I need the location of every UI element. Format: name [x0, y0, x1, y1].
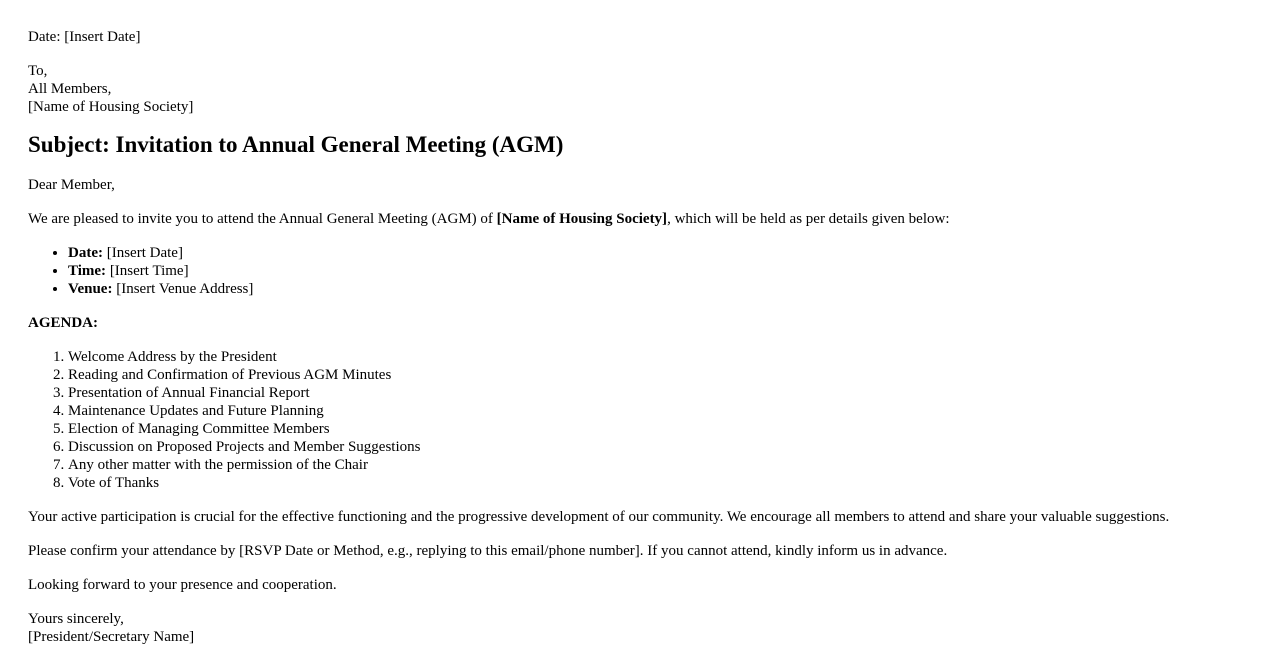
date-line: Date: [Insert Date] — [28, 29, 141, 45]
detail-label: Venue: — [68, 281, 113, 297]
letter-document — [28, 28, 1268, 662]
subject-heading: Subject: Invitation to Annual General Meeting (AGM) — [28, 132, 564, 157]
agenda-item: 7. Any other matter with the permission of the Chair — [68, 456, 1268, 474]
agenda-item: 6. Discussion on Proposed Projects and Member Suggestions — [68, 438, 1268, 456]
rsvp-paragraph: Please confirm your attendance by [RSVP Date or Method, e.g., replying to this email/phone number]. If you cannot attend, kindly inform us in advance. — [28, 543, 948, 559]
agenda-list — [28, 348, 1268, 492]
detail-value: [Insert Date] — [102, 245, 183, 261]
agenda-item: 4. Maintenance Updates and Future Planning — [68, 402, 1268, 420]
detail-value: [Insert Venue Address] — [112, 281, 254, 297]
intro-text-before: We are pleased to invite you to attend the Annual General Meeting (AGM) of — [28, 211, 497, 227]
detail-label: Date: — [68, 245, 103, 261]
salutation: Dear Member, — [28, 177, 115, 193]
signoff-line-1: Yours sincerely, — [28, 611, 124, 627]
agenda-heading-text: AGENDA: — [28, 315, 98, 331]
intro-paragraph — [28, 210, 1268, 228]
signoff-line-2: [President/Secretary Name] — [28, 629, 195, 645]
agenda-item: 3. Presentation of Annual Financial Report — [68, 384, 1268, 402]
society-name: [Name of Housing Society] — [496, 211, 668, 227]
signoff-block — [28, 610, 1268, 646]
agenda-item: 1. Welcome Address by the President — [68, 348, 1268, 366]
recipient-line-2: [Name of Housing Society] — [28, 99, 194, 115]
agenda-item: 2. Reading and Confirmation of Previous AGM Minutes — [68, 366, 1268, 384]
participation-paragraph: Your active participation is crucial for the effective functioning and the progressive development of our community. We encourage all members to attend and share your valuable suggestions. — [28, 509, 1170, 525]
detail-value: [Insert Time] — [106, 263, 189, 279]
recipient-to: To, — [28, 63, 48, 79]
detail-venue — [68, 280, 1268, 298]
meeting-details-list — [28, 244, 1268, 298]
detail-date — [68, 244, 1268, 262]
detail-time — [68, 262, 1268, 280]
closing-line: Looking forward to your presence and cooperation. — [28, 577, 337, 593]
detail-label: Time: — [68, 263, 107, 279]
recipient-line-1: All Members, — [28, 81, 112, 97]
agenda-item: 8. Vote of Thanks — [68, 474, 1268, 492]
agenda-item: 5. Election of Managing Committee Members — [68, 420, 1268, 438]
intro-text-after: , which will be held as per details given below: — [667, 211, 950, 227]
recipient-block — [28, 62, 1268, 116]
agenda-heading — [28, 314, 1268, 332]
